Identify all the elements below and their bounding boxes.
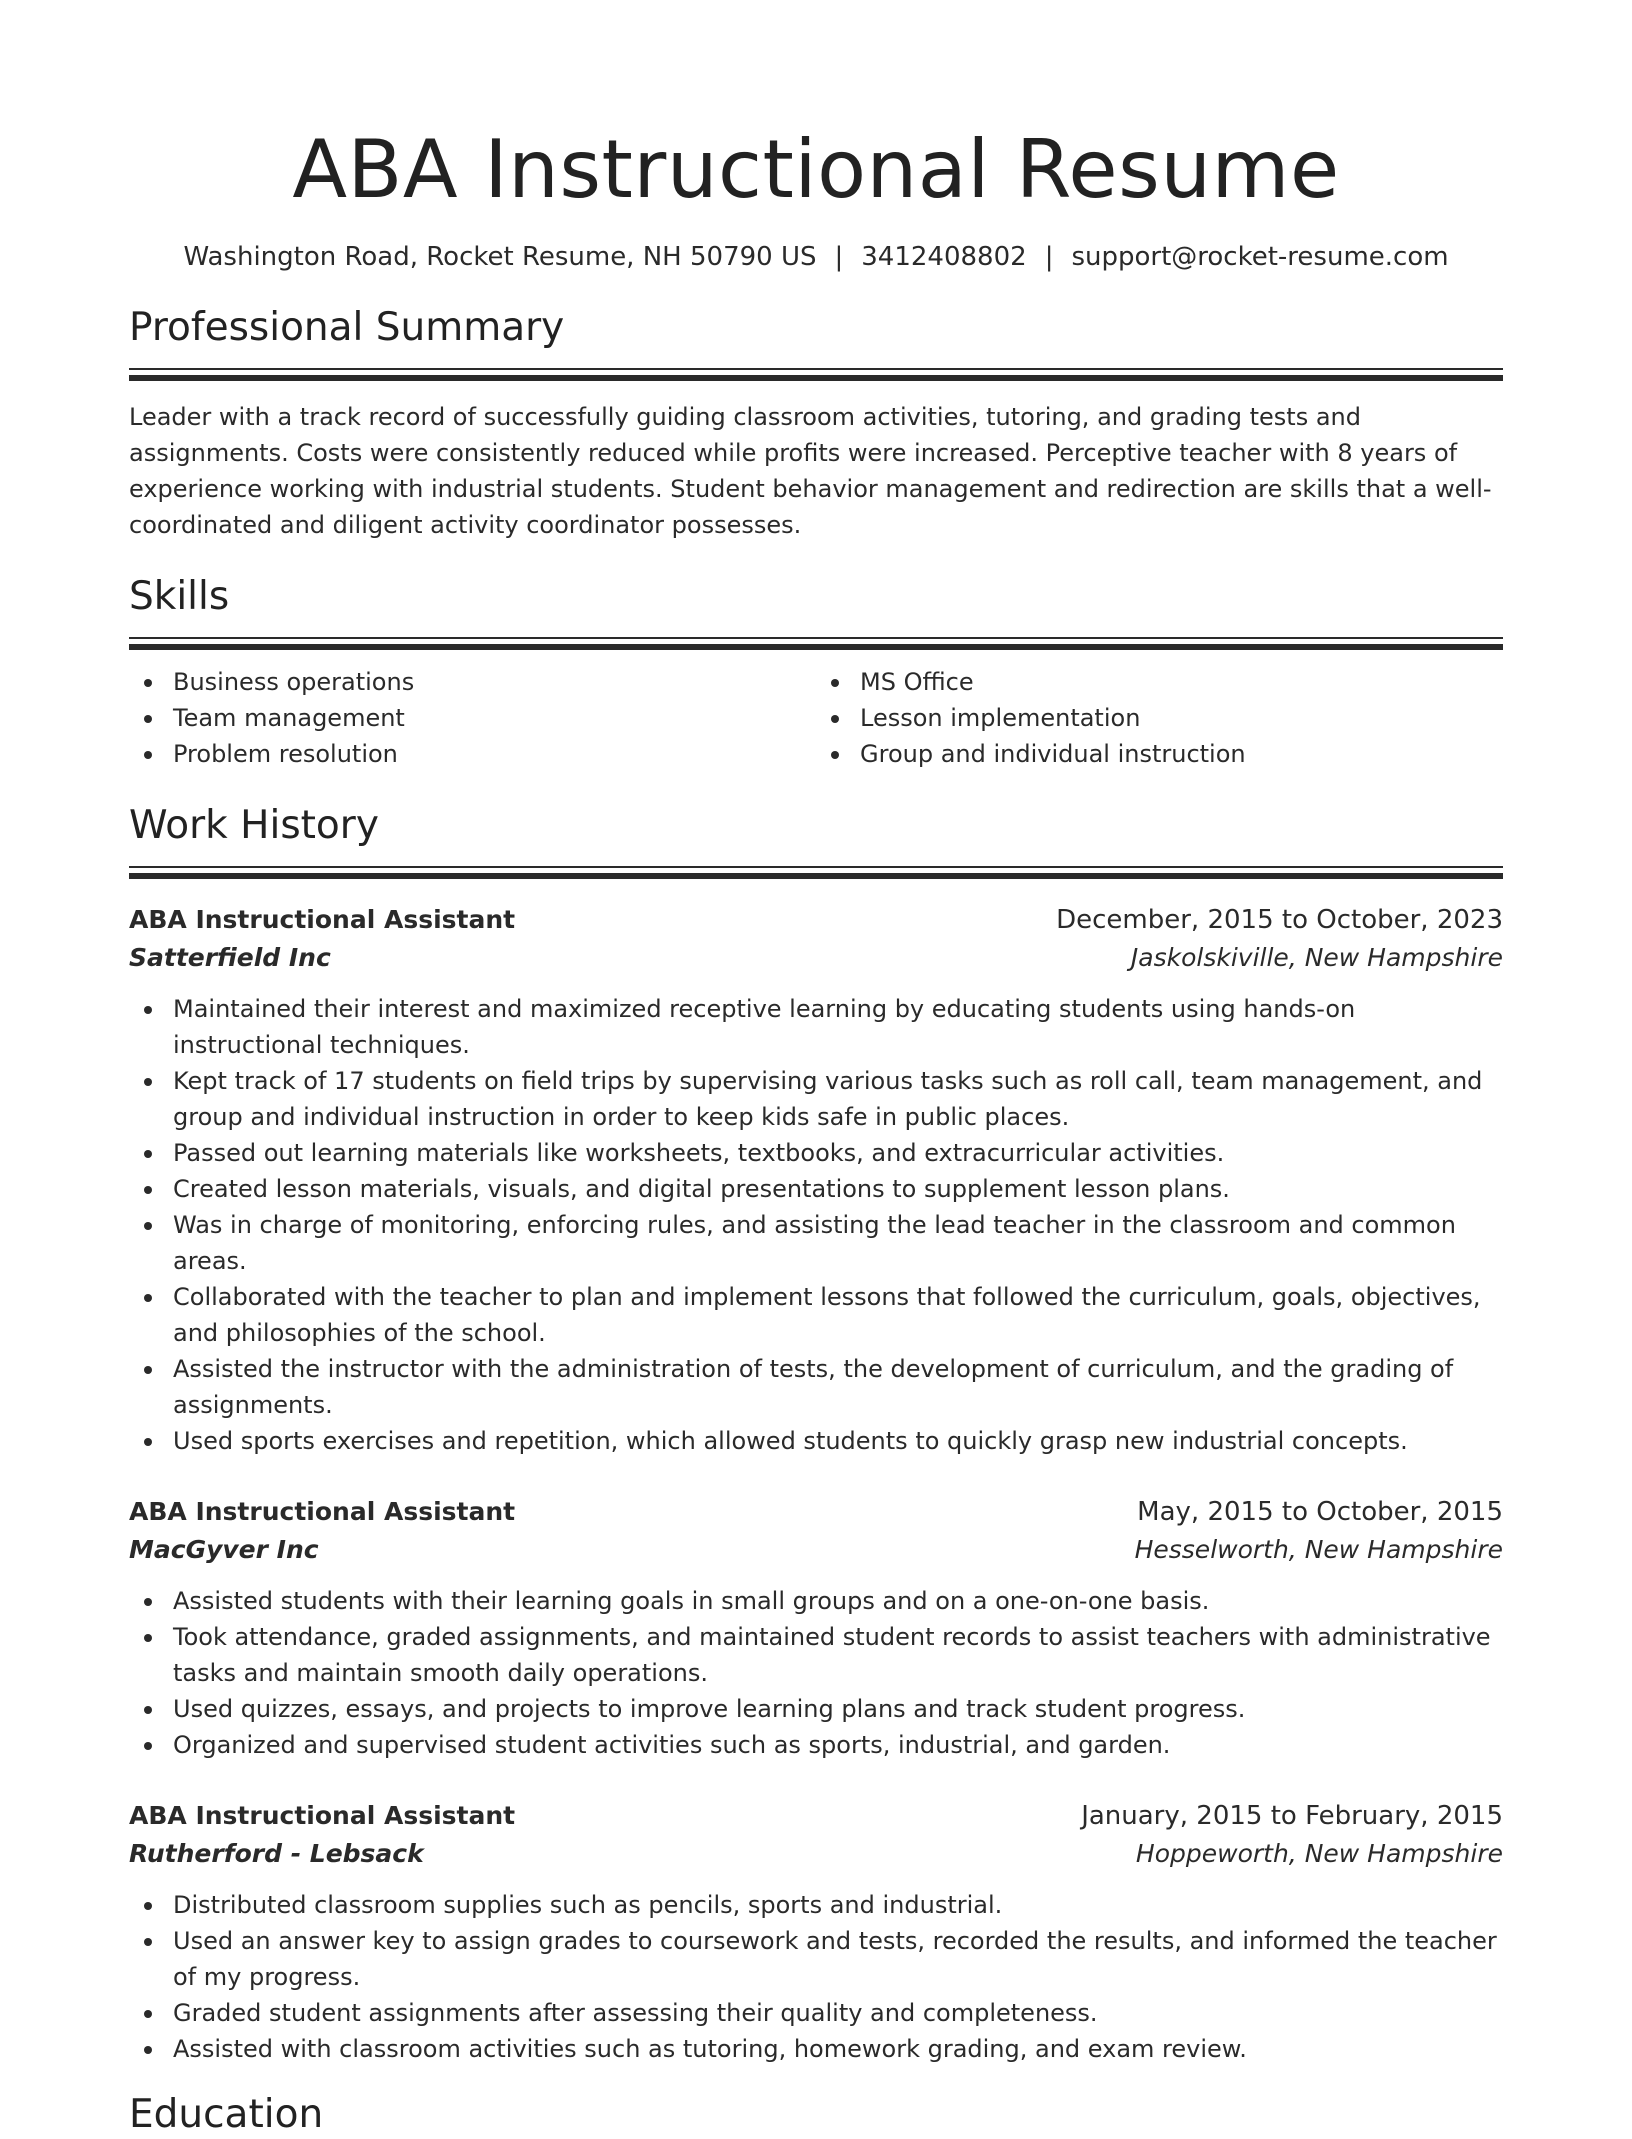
section-title: Work History (129, 803, 379, 848)
job-duties-list (129, 1887, 1503, 2067)
job-dates: January, 2015 to February, 2015 (1081, 1801, 1503, 1831)
company-name: Satterfield Inc (129, 943, 331, 972)
job-header-row (129, 901, 1503, 939)
skill-item: Team management (129, 700, 816, 736)
job-location: Hesselworth, New Hampshire (1134, 1535, 1503, 1564)
job-dates: May, 2015 to October, 2015 (1137, 1497, 1503, 1527)
duty-item: Used quizzes, essays, and projects to improve learning plans and track student progress. (129, 1691, 1503, 1727)
job-entry (129, 901, 1503, 1459)
duty-item: Collaborated with the teacher to plan and implement lessons that followed the curriculum, goals, objectives, and philosophies of the school. (129, 1279, 1503, 1351)
duty-item: Maintained their interest and maximized receptive learning by educating students using hands-on instructional techniques. (129, 991, 1503, 1063)
duty-item: Assisted with classroom activities such as tutoring, homework grading, and exam review. (129, 2031, 1503, 2067)
skill-item: Problem resolution (129, 736, 816, 772)
professional-summary-section (129, 304, 1503, 543)
job-duties-list (129, 1583, 1503, 1763)
job-title: ABA Instructional Assistant (129, 905, 516, 934)
section-title: Education (129, 2092, 324, 2137)
contact-separator: | (1044, 242, 1054, 272)
address: Washington Road, Rocket Resume, NH 50790 US (183, 242, 817, 272)
skill-item: Lesson implementation (816, 700, 1503, 736)
job-entry (129, 1797, 1503, 2067)
job-company-row (129, 1835, 1503, 1873)
duty-item: Assisted the instructor with the administration of tests, the development of curriculum, and the grading of assignments. (129, 1351, 1503, 1423)
section-divider (129, 368, 1503, 381)
duty-item: Created lesson materials, visuals, and digital presentations to supplement lesson plans. (129, 1171, 1503, 1207)
work-history-section (129, 802, 1503, 2067)
contact-separator: | (834, 242, 844, 272)
job-header-row (129, 1797, 1503, 1835)
summary-text: Leader with a track record of successfully guiding classroom activities, tutoring, and grading tests and assignments. Costs were consistently reduced while profits were increased. Perceptive teacher with 8 years of experience working with industrial students. Student behavior management and redirection are skills that a well-coordinated and diligent activity coordinator possesses. (129, 403, 1492, 539)
section-title: Skills (129, 574, 230, 619)
company-name: Rutherford - Lebsack (129, 1839, 424, 1868)
job-location: Jaskolskiville, New Hampshire (1130, 943, 1503, 972)
job-company-row (129, 939, 1503, 977)
job-location: Hoppeworth, New Hampshire (1135, 1839, 1503, 1868)
duty-item: Passed out learning materials like worksheets, textbooks, and extracurricular activities. (129, 1135, 1503, 1171)
phone: 3412408802 (861, 242, 1027, 272)
skill-item: Business operations (129, 664, 816, 700)
duty-item: Organized and supervised student activities such as sports, industrial, and garden. (129, 1727, 1503, 1763)
skill-item: Group and individual instruction (816, 736, 1503, 772)
duty-item: Kept track of 17 students on field trips by supervising various tasks such as roll call, team management, and group and individual instruction in order to keep kids safe in public places. (129, 1063, 1503, 1135)
skills-list-right (816, 664, 1503, 772)
duty-item: Assisted students with their learning goals in small groups and on a one-on-one basis. (129, 1583, 1503, 1619)
duty-item: Was in charge of monitoring, enforcing rules, and assisting the lead teacher in the classroom and common areas. (129, 1207, 1503, 1279)
job-header-row (129, 1493, 1503, 1531)
duty-item: Used sports exercises and repetition, which allowed students to quickly grasp new industrial concepts. (129, 1423, 1503, 1459)
duty-item: Graded student assignments after assessing their quality and completeness. (129, 1995, 1503, 2031)
skill-item: MS Office (816, 664, 1503, 700)
job-dates: December, 2015 to October, 2023 (1056, 905, 1503, 935)
duty-item: Used an answer key to assign grades to coursework and tests, recorded the results, and informed the teacher of my progress. (129, 1923, 1503, 1995)
skills-section (129, 573, 1503, 772)
email: support@rocket-resume.com (1071, 242, 1449, 272)
skills-columns (129, 664, 1503, 772)
contact-line (129, 240, 1503, 274)
section-divider (129, 866, 1503, 879)
duty-item: Distributed classroom supplies such as pencils, sports and industrial. (129, 1887, 1503, 1923)
section-title: Professional Summary (129, 305, 565, 350)
section-divider (129, 637, 1503, 650)
education-section (129, 2091, 1503, 2139)
company-name: MacGyver Inc (129, 1535, 319, 1564)
job-title: ABA Instructional Assistant (129, 1497, 516, 1526)
job-title: ABA Instructional Assistant (129, 1801, 516, 1830)
job-entry (129, 1493, 1503, 1763)
duty-item: Took attendance, graded assignments, and maintained student records to assist teachers with administrative tasks and maintain smooth daily operations. (129, 1619, 1503, 1691)
skills-list-left (129, 664, 816, 772)
job-company-row (129, 1531, 1503, 1569)
resume-title: ABA Instructional Resume (292, 123, 1340, 216)
job-duties-list (129, 991, 1503, 1459)
